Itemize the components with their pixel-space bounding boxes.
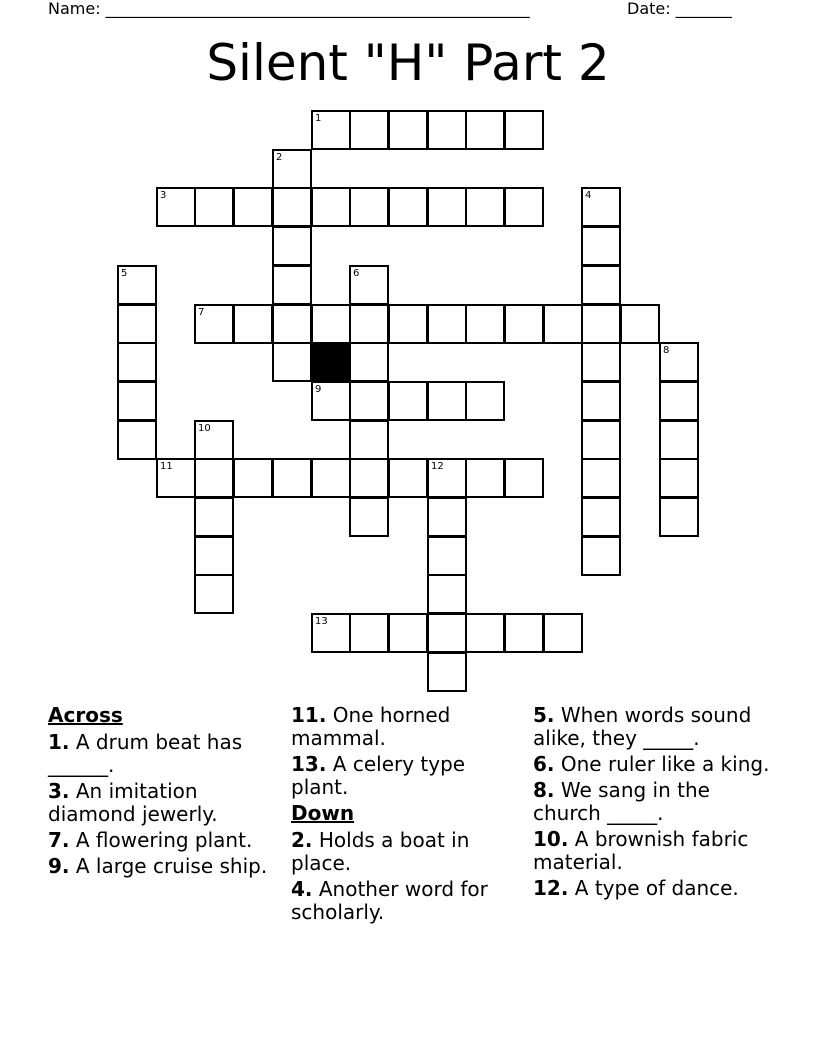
grid-cell[interactable] (117, 342, 157, 382)
grid-cell[interactable] (194, 536, 234, 576)
grid-cell[interactable] (194, 574, 234, 614)
grid-cell[interactable] (311, 110, 351, 150)
clue-across-11 (291, 704, 516, 750)
clue-number: 6. (533, 752, 555, 776)
grid-cell[interactable] (349, 342, 389, 382)
grid-cell-number: 1 (315, 113, 322, 124)
grid-cell[interactable] (581, 226, 621, 266)
grid-cell[interactable] (349, 110, 389, 150)
grid-cell-number: 12 (431, 461, 444, 472)
clue-across-9 (48, 855, 268, 878)
grid-cell[interactable] (117, 265, 157, 305)
clues-column-2 (291, 704, 516, 927)
clue-down-4 (291, 878, 516, 924)
clue-text: A flowering plant. (75, 828, 253, 852)
clue-text: One horned mammal. (291, 703, 451, 750)
grid-cell[interactable] (311, 613, 351, 653)
clue-number: 5. (533, 703, 555, 727)
grid-cell[interactable] (504, 613, 544, 653)
grid-cell[interactable] (504, 110, 544, 150)
grid-cell[interactable] (194, 497, 234, 537)
grid-cell[interactable] (388, 458, 428, 498)
grid-cell[interactable] (427, 458, 467, 498)
grid-cell[interactable] (233, 304, 273, 344)
grid-cell[interactable] (581, 342, 621, 382)
grid-cell[interactable] (272, 226, 312, 266)
clue-across-1 (48, 731, 268, 777)
grid-cell[interactable] (117, 304, 157, 344)
grid-cell-number: 8 (663, 345, 670, 356)
grid-cell[interactable] (427, 574, 467, 614)
grid-cell[interactable] (388, 187, 428, 227)
clue-text: One ruler like a king. (560, 752, 770, 776)
grid-cell[interactable] (659, 420, 699, 460)
clue-text: A brownish fabric material. (533, 827, 749, 874)
grid-cell[interactable] (349, 265, 389, 305)
grid-cell[interactable] (659, 381, 699, 421)
down-heading: Down (291, 801, 355, 825)
clue-down-8 (533, 779, 773, 825)
grid-cell[interactable] (504, 187, 544, 227)
grid-cell[interactable] (117, 381, 157, 421)
clue-across-3 (48, 780, 268, 826)
grid-cell[interactable] (349, 613, 389, 653)
across-heading: Across (48, 703, 123, 727)
clue-number: 8. (533, 778, 555, 802)
clue-number: 10. (533, 827, 569, 851)
grid-cell[interactable] (543, 304, 583, 344)
clue-number: 1. (48, 730, 70, 754)
clue-text: When words sound alike, they _____. (533, 703, 752, 750)
grid-cell[interactable] (272, 342, 312, 382)
grid-cell[interactable] (620, 304, 660, 344)
grid-cell-number: 11 (160, 461, 173, 472)
grid-cell[interactable] (465, 613, 505, 653)
grid-cell-number: 10 (198, 423, 211, 434)
grid-cell[interactable] (465, 458, 505, 498)
grid-cell[interactable] (349, 420, 389, 460)
grid-cell-number: 13 (315, 616, 328, 627)
grid-cell-number: 2 (276, 152, 283, 163)
grid-cell[interactable] (194, 304, 234, 344)
grid-cell[interactable] (117, 420, 157, 460)
grid-cell[interactable] (388, 304, 428, 344)
clue-across-7 (48, 829, 268, 852)
grid-cell[interactable] (272, 187, 312, 227)
grid-cell[interactable] (388, 381, 428, 421)
grid-cell[interactable] (427, 536, 467, 576)
grid-cell[interactable] (349, 497, 389, 537)
grid-cell[interactable] (349, 458, 389, 498)
grid-cell[interactable] (388, 110, 428, 150)
clue-text: We sang in the church _____. (533, 778, 710, 825)
grid-cell[interactable] (388, 613, 428, 653)
clue-text: An imitation diamond jewerly. (48, 779, 218, 826)
grid-cell-number: 6 (353, 268, 360, 279)
clue-number: 2. (291, 828, 313, 852)
clue-down-6 (533, 753, 773, 776)
grid-cell[interactable] (427, 304, 467, 344)
name-field-label[interactable]: Name: _____________________________________________________ (48, 0, 530, 18)
grid-cell[interactable] (659, 497, 699, 537)
grid-cell-number: 7 (198, 307, 205, 318)
grid-cell[interactable] (581, 536, 621, 576)
clues-column-3 (533, 704, 773, 903)
date-field-label[interactable]: Date: _______ (627, 0, 732, 18)
clue-across-13 (291, 753, 516, 799)
clue-text: A celery type plant. (291, 752, 466, 799)
grid-cell[interactable] (581, 497, 621, 537)
grid-cell[interactable] (427, 652, 467, 692)
grid-cell[interactable] (427, 613, 467, 653)
grid-cell[interactable] (427, 110, 467, 150)
clue-number: 9. (48, 854, 70, 878)
grid-cell[interactable] (349, 187, 389, 227)
grid-cell[interactable] (581, 265, 621, 305)
grid-cell[interactable] (311, 187, 351, 227)
grid-cell[interactable] (581, 420, 621, 460)
grid-cell[interactable] (504, 304, 544, 344)
clue-text: Another word for scholarly. (291, 877, 488, 924)
grid-cell[interactable] (233, 187, 273, 227)
grid-cell[interactable] (311, 458, 351, 498)
grid-cell[interactable] (581, 458, 621, 498)
clue-number: 7. (48, 828, 70, 852)
grid-cell[interactable] (581, 187, 621, 227)
grid-cell[interactable] (233, 458, 273, 498)
grid-cell[interactable] (194, 420, 234, 460)
clue-text: A drum beat has ______. (48, 730, 243, 777)
clue-down-12 (533, 877, 773, 900)
grid-cell[interactable] (272, 265, 312, 305)
grid-cell[interactable] (465, 304, 505, 344)
grid-cell[interactable] (427, 381, 467, 421)
grid-cell[interactable] (581, 304, 621, 344)
clue-down-10 (533, 828, 773, 874)
grid-cell-number: 5 (121, 268, 128, 279)
clue-down-2 (291, 829, 516, 875)
grid-block-cell (311, 342, 351, 382)
grid-cell[interactable] (504, 458, 544, 498)
clue-number: 3. (48, 779, 70, 803)
grid-cell[interactable] (465, 381, 505, 421)
clue-text: Holds a boat in place. (291, 828, 470, 875)
grid-cell[interactable] (427, 187, 467, 227)
grid-cell[interactable] (311, 381, 351, 421)
clue-number: 11. (291, 703, 327, 727)
clue-text: A large cruise ship. (75, 854, 268, 878)
clue-down-5 (533, 704, 773, 750)
grid-cell[interactable] (543, 613, 583, 653)
page-title: Silent "H" Part 2 (206, 34, 610, 92)
grid-cell[interactable] (427, 497, 467, 537)
grid-cell[interactable] (659, 342, 699, 382)
grid-cell[interactable] (349, 304, 389, 344)
clue-number: 12. (533, 876, 569, 900)
grid-cell[interactable] (311, 304, 351, 344)
grid-cell[interactable] (349, 381, 389, 421)
grid-cell-number: 9 (315, 384, 322, 395)
grid-cell[interactable] (272, 304, 312, 344)
grid-cell-number: 3 (160, 190, 167, 201)
grid-cell[interactable] (465, 187, 505, 227)
grid-cell[interactable] (156, 187, 196, 227)
grid-cell[interactable] (659, 458, 699, 498)
grid-cell[interactable] (194, 458, 234, 498)
grid-cell[interactable] (194, 187, 234, 227)
grid-cell[interactable] (272, 458, 312, 498)
clue-text: A type of dance. (574, 876, 739, 900)
grid-cell[interactable] (465, 110, 505, 150)
clue-number: 4. (291, 877, 313, 901)
grid-cell[interactable] (581, 381, 621, 421)
clues-column-1 (48, 704, 268, 881)
grid-cell-number: 4 (585, 190, 592, 201)
grid-cell[interactable] (272, 149, 312, 189)
clue-number: 13. (291, 752, 327, 776)
grid-cell[interactable] (156, 458, 196, 498)
